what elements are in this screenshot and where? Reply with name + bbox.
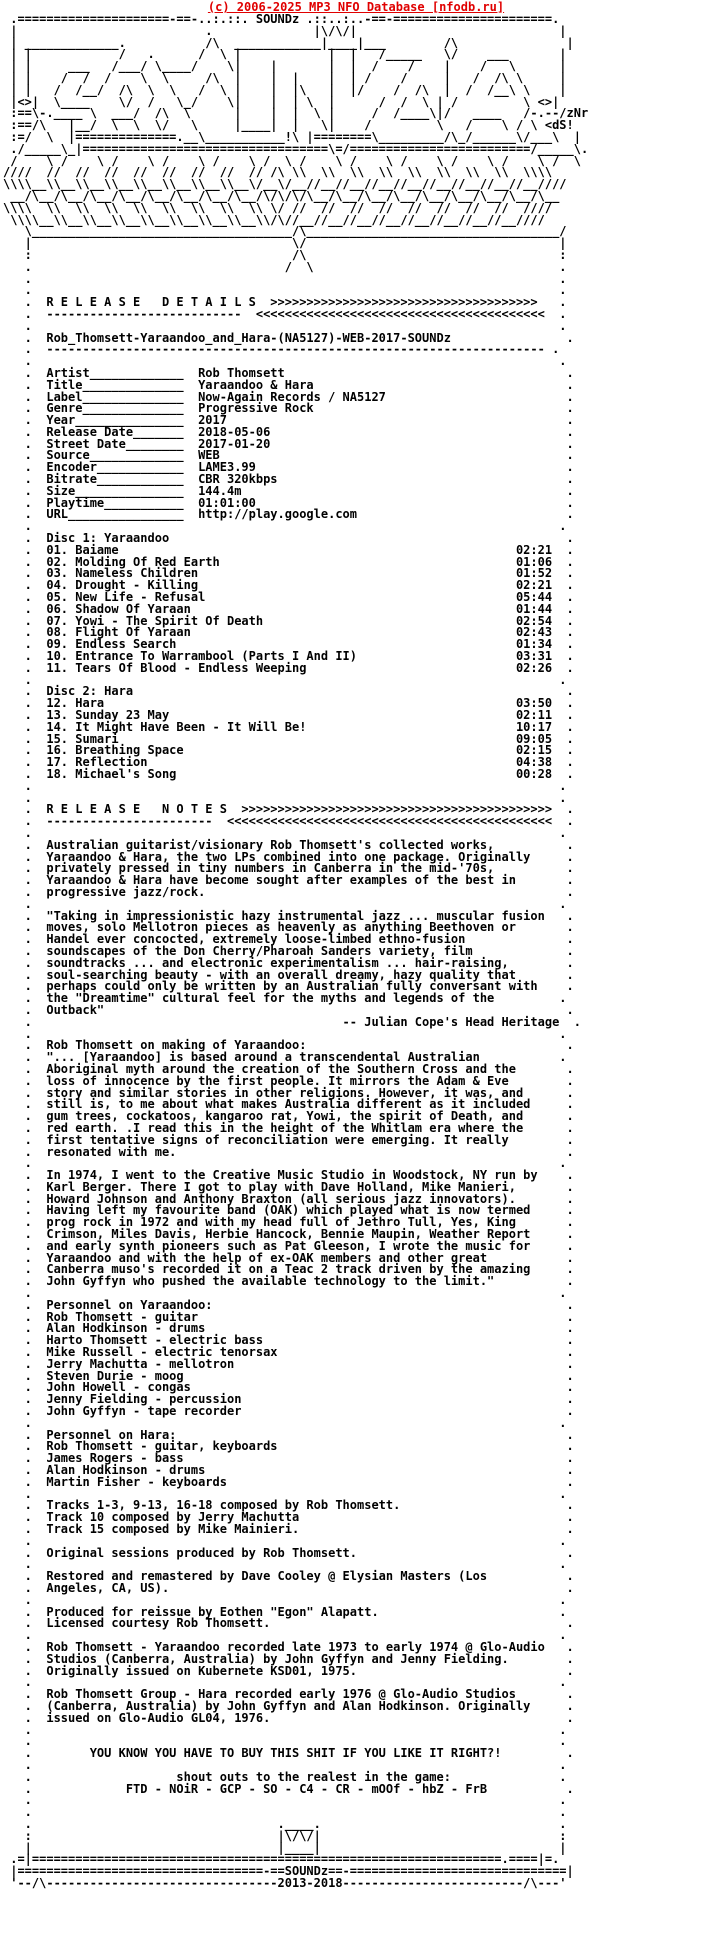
nfo-line: . Rob Thomsett on making of Yaraandoo: . [3,1038,574,1053]
nfo-line: . FTD - NOiR - GCP - SO - C4 - CR - mOOf - hbZ - FrB . [3,1781,574,1796]
nfo-line: . Yaraandoo & Hara have become sought after examples of the best in . [3,873,574,888]
nfo-line: \____________________________________/\___________________________________/ [3,224,567,239]
nfo-line: . . [3,1675,567,1690]
nfo-line: . . [3,778,567,793]
nfo-line: | \/ | [3,236,567,251]
nfo-line: . Label______________ Now-Again Records / NA5127 . [3,389,574,404]
nfo-line: . . [3,1156,567,1171]
nfo-line: :==\-.____ \ ___/ /\ \ | | | \ | / /____\|/ ____ /-.--/zNr [3,106,589,121]
nfo-line: . . [3,1734,567,1749]
nfo-line: //// // // // // // // // // /\ \\ \\ \\ \\ \\ \\ \\ \\ \\\\ [3,165,553,180]
nfo-line: | | / / / \ \ /\ | | | | | / / | / /\ \ | [3,70,567,85]
nfo-line: . still is, to me about what makes Australia different as it included . [3,1097,574,1112]
nfo-line: . --------------------------------------------------------------------- . [3,342,560,357]
nfo-line: . Canberra muso's recorded it on a Teac 2 track driven by the amazing . [3,1262,574,1277]
nfo-line: . and early synth pioneers such as Pat Gleeson, I wrote the music for . [3,1238,574,1253]
nfo-line: . Playtime___________ 01:01:00 . [3,495,574,510]
nfo-line: . Aboriginal myth around the creation of the Southern Cross and the . [3,1061,574,1076]
nfo-line: . Rob Thomsett - guitar, keyboards . [3,1439,574,1454]
nfo-line: . 06. Shadow Of Yaraan 01:44 . [3,601,574,616]
nfo-line: \\\\__\\__\\__\\__\\__\\__\\__\\__\/__\/__//__//__//__//__//__//__//__//__//// [3,177,567,192]
nfo-line: . shout outs to the realest in the game: . [3,1769,567,1784]
nfo-line: . Handel ever concocted, extremely loose-limbed ethno-fusion . [3,932,574,947]
nfo-line: . loss of innocence by the first people. It mirrors the Adam & Eve . [3,1073,574,1088]
nfo-line: .=|=================================================================.====|=. [3,1852,560,1867]
nfo-line: | | ___ /___/ \____/ \| | | | / / | / \ | [3,59,567,74]
nfo-line: . Original sessions produced by Rob Thomsett. . [3,1545,574,1560]
nfo-line: . . [3,1793,567,1808]
nfo-line: . Crimson, Miles Davis, Herbie Hancock, Bennie Maupin, Weather Report . [3,1227,574,1242]
nfo-line: . 05. New Life - Refusal 05:44 . [3,590,574,605]
nfo-line: |==================================-==SOUNDz==-==============================| [3,1864,574,1879]
nfo-line: . . [3,672,567,687]
nfo-line: . Having left my favourite band (OAK) which played what is now termed . [3,1203,574,1218]
nfo-line: . . [3,896,567,911]
nfo-line: | . |\/\/| | [3,23,567,38]
nfo-line: . 11. Tears Of Blood - Endless Weeping 02:26 . [3,660,574,675]
nfo-line: :==/\ |__/ \ \ \/ \ |____| | \| / \ / \ / \ <dS! [3,118,574,133]
nfo-line: . --------------------------- <<<<<<<<<<<<<<<<<<<<<<<<<<<<<<<<<<<<<<<< . [3,306,567,321]
nfo-line: . 03. Nameless Children 01:52 . [3,566,574,581]
nfo-line: . Australian guitarist/visionary Rob Thomsett's collected works, . [3,837,574,852]
nfo-line: . 02. Molding Of Red Earth 01:06 . [3,554,574,569]
nfo-line: . In 1974, I went to the Creative Music Studio in Woodstock, NY run by . [3,1168,574,1183]
nfo-line: . Jerry Machutta - mellotron . [3,1356,574,1371]
nfo-line: . John Gyffyn who pushed the available technology to the limit." . [3,1274,574,1289]
nfo-line: . the "Dreamtime" cultural feel for the myths and legends of the . [3,991,567,1006]
nfo-line: . . [3,354,567,369]
nfo-line: . 01. Baiame 02:21 . [3,542,574,557]
nfo-line: \\\\ \\ \\ \\ \\ \\ \\ \\ \\ \/ // // // // // // // // //// [3,200,553,215]
nfo-line: . . [3,1026,567,1041]
nfo-line: . Source_____________ WEB . [3,448,574,463]
nfo-line: . red earth. .I read this in the height of the Whitlam era where the . [3,1120,574,1135]
nfo-line: . Personnel on Yaraandoo: . [3,1297,574,1312]
nfo-line: . (Canberra, Australia) by John Gyffyn and Alan Hodkinson. Originally . [3,1698,574,1713]
nfo-line: . Originally issued on Kubernete KSD01, 1975. . [3,1663,574,1678]
nfo-line: . Street Date________ 2017-01-20 . [3,436,574,451]
nfo-line: . Rob Thomsett Group - Hara recorded early 1976 @ Glo-Audio Studios . [3,1687,574,1702]
nfo-line: . . [3,1486,567,1501]
nfo-line: . . [3,790,567,805]
nfo-line: . Bitrate____________ CBR 320kbps . [3,472,574,487]
nfo-line: . 16. Breathing Space 02:15 . [3,743,574,758]
nfo-line: . . [3,1757,567,1772]
nfo-line: . . [3,825,567,840]
nfo-line: \\\\__\\__\\__\\__\\__\\__\\__\\__\\/\//__//__//__//__//__//__//__//__//// [3,212,545,227]
nfo-line: . . [3,519,567,534]
nfo-line: . Release Date_______ 2018-05-06 . [3,424,574,439]
nfo-line: . . [3,1557,567,1572]
nfo-line: . soundscapes of the Don Cherry/Pharoah Sanders variety, film . [3,943,574,958]
nfo-line: :=/ \ |==============.__\___________!\ |========\_________/\_/______\/___\ | [3,129,581,144]
nfo-line: . .____. . [3,1816,567,1831]
nfo-line: . first tentative signs of reconciliation were emerging. It really . [3,1132,574,1147]
nfo-line: . Outback" . [3,1002,574,1017]
nfo-line: . Produced for reissue by Eothen "Egon" Alapatt. . [3,1604,567,1619]
nfo-line: . "Taking in impressionistic hazy instrumental jazz ... muscular fusion . [3,908,574,923]
nfo-line: . Personnel on Hara: . [3,1427,574,1442]
nfo-line: . Licensed courtesy Rob Thomsett. . [3,1616,574,1631]
nfo-line: . resonated with me. . [3,1144,574,1159]
nfo-line: . . [3,1415,567,1430]
nfo-line: . Size_______________ 144.4m . [3,483,574,498]
nfo-line: . Track 10 composed by Jerry Machutta . [3,1510,574,1525]
nfo-line: . 04. Drought - Killing 02:21 . [3,578,574,593]
nfo-line: . prog rock in 1972 and with my head full of Jethro Tull, Yes, King . [3,1215,574,1230]
nfo-line: . Steven Durie - moog . [3,1368,574,1383]
nfo-line: . 07. Yowi - The Spirit Of Death 02:54 . [3,613,574,628]
nfodb-copyright-link[interactable]: (c) 2006-2025 MP3 NFO Database [nfodb.ru] [207,0,505,14]
nfo-line: . Alan Hodkinson - drums . [3,1321,574,1336]
nfo-line: / \ / \ / \ / \ / \ / \ / \ / \ / \ / \ / \ / \ [3,153,581,168]
nfo-line: : |\/\/| : [3,1828,567,1843]
nfo-line: . . [3,318,567,333]
nfo-line: . 14. It Might Have Been - It Will Be! 10:17 . [3,719,574,734]
nfo-line: . . [3,1592,567,1607]
nfo-line: . Encoder____________ LAME3.99 . [3,460,574,475]
nfo-line: . Tracks 1-3, 9-13, 16-18 composed by Rob Thomsett. . [3,1498,574,1513]
nfo-line: . Rob Thomsett - guitar . [3,1309,574,1324]
nfo-line: . 15. Sumari 09:05 . [3,731,574,746]
nfo-line: | | / /__/ /\ \ \ / \ | | |\ | |/ / /\ | / /__\ \ | [3,82,567,97]
nfo-line: |<>| \____ \/ / \_/ \| | | \ | / / \ | / \ <>| [3,94,560,109]
nfo-line: . Studios (Canberra, Australia) by John Gyffyn and Jenny Fielding. . [3,1651,574,1666]
nfo-line: . 18. Michael's Song 00:28 . [3,767,574,781]
nfo-line: . . [3,1805,567,1820]
nfo-line: . URL________________ http://play.google.com . [3,507,574,522]
nfo-line: . Angeles, CA, US). . [3,1580,574,1595]
nfo-line: . perhaps could only be written by an Australian fully conversant with . [3,979,574,994]
nfo-line: . 17. Reflection 04:38 . [3,755,574,770]
nfo-line: . Jenny Fielding - percussion . [3,1392,574,1407]
nfo-line: . -- Julian Cope's Head Heritage . [3,1014,581,1029]
nfo-line: . R E L E A S E D E T A I L S >>>>>>>>>>>>>>>>>>>>>>>>>>>>>>>>>>>>> . [3,295,567,310]
nfo-line: . soundtracks ... and electronic experimentalism ... hair-raising, . [3,955,574,970]
nfo-line: . . [3,1533,567,1548]
nfo-line: . privately pressed in tiny numbers in Canberra in the mid-'70s, . [3,861,574,876]
nfo-line: | |____| | [3,1840,567,1855]
nfo-line: . moves, solo Mellotron pieces as heavenly as anything Beethoven or . [3,920,574,935]
nfo-line: . Restored and remastered by Dave Cooley @ Elysian Masters (Los . [3,1569,574,1584]
nfo-line: . Yaraandoo and with the help of ex-OAK members and other great . [3,1250,574,1265]
nfo-line: | | / . / \ | | | /_____ \/ ___ | [3,47,567,62]
nfo-line: '--/\--------------------------------2013-2018-------------------------/\---' [3,1875,567,1890]
nfo-line: . ----------------------- <<<<<<<<<<<<<<<<<<<<<<<<<<<<<<<<<<<<<<<<<<<<< . [3,814,574,829]
nfo-line: . Disc 2: Hara . [3,684,574,699]
nfo-line: . "... [Yaraandoo] is based around a transcendental Australian . [3,1050,567,1065]
nfo-line: . Alan Hodkinson - drums . [3,1463,574,1478]
nfo-line: . Karl Berger. There I got to play with Dave Holland, Mike Manieri, . [3,1179,574,1194]
nfo-line: . 08. Flight Of Yaraan 02:43 . [3,625,574,640]
nfo-line: . James Rogers - bass . [3,1451,574,1466]
nfo-line: . Yaraandoo & Hara, the two LPs combined into one package. Originally . [3,849,574,864]
nfo-line: . 13. Sunday 23 May 02:11 . [3,708,574,723]
nfo-line: __/\__/\__/\__/\__/\__/\__/\__/\__/\/\/\/\__/\__/\__/\__/\__/\__/\__/\__/\__ [3,188,560,203]
nfo-line: . gum trees, cockatoos, kangaroo rat, Yowi, the spirit of Death, and . [3,1109,574,1124]
nfo-line: .=====================-==-..:.::. SOUNDz .::..:..-==-======================. [3,14,560,26]
nfo-line: . issued on Glo-Audio GL04, 1976. . [3,1710,574,1725]
nfo-line: . 10. Entrance To Warrambool (Parts I And II) 03:31 . [3,649,574,664]
nfo-line: . 09. Endless Search 01:34 . [3,637,574,652]
nfo-line: . Rob Thomsett - Yaraandoo recorded late 1973 to early 1974 @ Glo-Audio . [3,1639,574,1654]
nfo-line: . Harto Thomsett - electric bass . [3,1333,574,1348]
nfo-line: | _____________. /\ ____________|____|___ /\ | [3,35,574,50]
nfo-line: . Mike Russell - electric tenorsax . [3,1345,574,1360]
nfo-line: . John Gyffyn - tape recorder . [3,1404,574,1419]
nfo-line: . . [3,271,567,286]
nfo-line: . John Howell - congas . [3,1380,574,1395]
nfo-line: . Year_______________ 2017 . [3,413,574,428]
nfo-line: . Rob_Thomsett-Yaraandoo_and_Hara-(NA5127)-WEB-2017-SOUNDz . [3,330,574,345]
nfo-line: . R E L E A S E N O T E S >>>>>>>>>>>>>>>>>>>>>>>>>>>>>>>>>>>>>>>>>>> . [3,802,574,817]
nfo-line: . YOU KNOW YOU HAVE TO BUY THIS SHIT IF YOU LIKE IT RIGHT?! . [3,1746,574,1761]
nfo-line: . progressive jazz/rock. . [3,884,574,899]
nfo-line: . story and similar stories in other religions. However, it was, and . [3,1085,574,1100]
nfo-line: . Genre______________ Progressive Rock . [3,401,574,416]
nfo-line: . Disc 1: Yaraandoo . [3,531,574,546]
nfo-line: ./_____\_|==================================\=/=========================/_____\. [3,141,589,156]
nfo-line: : /\ : [3,247,567,262]
nfo-line: . 12. Hara 03:50 . [3,696,574,711]
nfo-line: . Howard Johnson and Anthony Braxton (all serious jazz innovators). . [3,1191,574,1206]
nfo-line: . / \ . [3,259,567,274]
nfo-line: . . [3,1628,567,1643]
nfo-line: . . [3,1722,567,1737]
nfo-text [0,14,712,1954]
nfo-line: . . [3,1286,567,1301]
nfo-line: . Artist_____________ Rob Thomsett . [3,365,574,380]
nfo-line: . Title______________ Yaraandoo & Hara . [3,377,574,392]
nfo-line: . . [3,283,567,298]
nfo-line: . soul-searching beauty - with an overall dreamy, hazy quality that . [3,967,574,982]
nfo-line: . Track 15 composed by Mike Mainieri. . [3,1522,574,1536]
nfo-line: . Martin Fisher - keyboards . [3,1474,574,1489]
